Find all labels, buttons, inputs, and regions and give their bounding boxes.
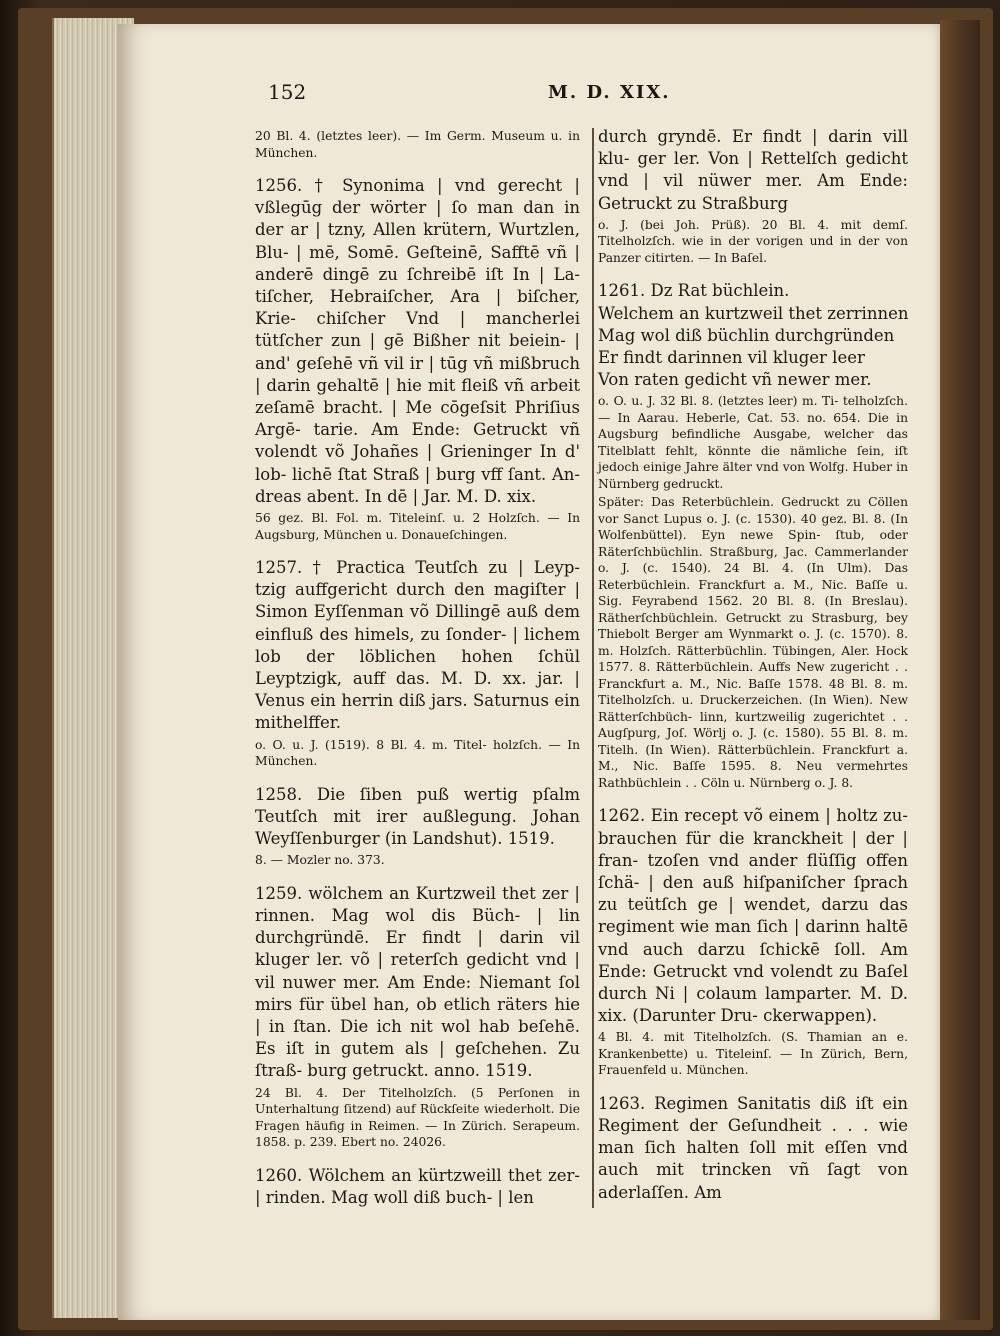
entry-body: 1258. Die ſiben puß wertig pſalm Teutſch mit irer außlegung. Johan Weyſſenburger (in Landshut). 1519. <box>255 784 580 849</box>
entry-note: o. O. u. J. (1519). 8 Bl. 4. m. Titel- holzſch. — In München. <box>255 737 580 769</box>
entry-1258 <box>255 784 580 869</box>
entry-line: Mag wol diß büchlin durchgründen <box>598 325 895 345</box>
entry-body: 1256. † Synonima | vnd gerecht | vßlegūg der wörter | ſo man dan in der ar | tzny, Allen krütern, Wurtzlen, Blu- | mē, Somē. Geſteinē, Safftē vñ | anderē dingē zu ſchreibē iſt In | La- tiſcher, Hebraiſcher, Ara | biſcher, Krie- chiſcher Vnd | mancherlei tütſcher zun | gē Bißher nit beiein- | and' geſehē vñ vil ir | tūg vñ mißbruch | darin gehaltē | hie mit fleiß vñ arbeit zeſamē bracht. | Me cōgeſsit Phriſius Argē- tarie. Am Ende: Getruckt vñ volendt võ Johañes | Grieninger In d' lob- lichē ſtat Straß | burg vff ſant. An- dreas abent. In dē | Jar. M. D. xix. <box>255 176 580 506</box>
entry-1259 <box>255 883 580 1151</box>
entry-body: durch gryndē. Er findt | darin vill klu- ger ler. Von | Rettelſch gedicht vnd | vil nüwer mer. Am Ende: Getruckt zu Straßburg <box>598 127 908 213</box>
entry-1257 <box>255 557 580 770</box>
entry-1260-continued <box>598 126 908 266</box>
column-divider <box>592 128 594 1208</box>
entry-later-editions: Später: Das Reterbüchlein. Gedruckt zu Cöllen vor Sanct Lupus o. J. (c. 1530). 40 gez. Bl. 8. (In Wolfenbüttel). Eyn newe Spin- ſtub, oder Räterſchbüchlin. Straßburg, Jac. Cammerlander o. J. (c. 1540). 24 Bl. 4. (In Ulm). Das Reterbüchlein. Franckfurt a. M., Nic. Baſſe u. Sig. Feyrabend 1562. 20 Bl. 8. (In Breslau). Rätherſchbüchlein. Getruckt zu Strasburg, bey Thiebolt Berger am Wynmarkt o. J. (c. 1570). 8. m. Holzſch. Rätterbüchlin. Tübingen, Aler. Hock 1577. 8. Rätterbüchlein. Auffs New zugericht . . Franckfurt a. M., Nic. Baſſe 1578. 48 Bl. 8. m. Titelholzſch. u. Druckerzeichen. (In Wien). New Rätterſchbüch- linn, kurtzweilig zugerichtet . . Augſpurg, Joſ. Wörlj o. J. (c. 1580). 55 Bl. 8. m. Titelh. (In Wien). Rätterbüchlein. Franckfurt a. M., Nic. Baſſe 1595. 8. Neu vermehrtes Rathbüchlein . . Cöln u. Nürnberg o. J. 8. <box>598 495 908 790</box>
entry-line: Er findt darinnen vil kluger leer <box>598 347 865 367</box>
entry-line: Von raten gedicht vñ newer mer. <box>598 370 872 390</box>
entry-1260 <box>255 1165 580 1209</box>
entry-1256 <box>255 175 580 543</box>
page-number: 152 <box>268 80 307 104</box>
entry-note: 56 gez. Bl. Fol. m. Titeleinſ. u. 2 Holzſch. — In Augsburg, München u. Donaueſchingen. <box>255 511 580 542</box>
entry-1263 <box>598 1093 908 1204</box>
entry-1261 <box>598 280 908 791</box>
book-right-edge <box>940 20 980 1320</box>
running-head: M. D. XIX. <box>548 82 671 103</box>
entry-note: 4 Bl. 4. mit Titelholzſch. (S. Thamian an e. Krankenbette) u. Titeleinſ. — In Zürich, Bern, Frauenfeld u. München. <box>598 1030 908 1078</box>
entry-line: Welchem an kurtzweil thet zerrinnen <box>598 303 909 323</box>
entry-title-lines <box>598 280 908 391</box>
entry-note: o. J. (bei Joh. Prüß). 20 Bl. 4. mit demſ. Titelholzſch. wie in der vorigen und in der von Panzer citirten. — In Baſel. <box>598 217 908 265</box>
entry-note: 20 Bl. 4. (letztes leer). — Im Germ. Museum u. in München. <box>255 129 580 160</box>
entry-body: 1263. Regimen Sanitatis diß iſt ein Regiment der Geſundheit . . . wie man ſich halten ſoll mit eſſen vnd auch mit trincken vñ ſagt von aderlaſſen. Am <box>598 1093 908 1202</box>
left-column <box>255 126 580 1223</box>
entry-1262 <box>598 805 908 1079</box>
entry-line: 1261. Dz Rat büchlein. <box>598 281 790 301</box>
right-column <box>598 126 908 1218</box>
entry-top-note <box>255 128 580 161</box>
entry-note: o. O. u. J. 32 Bl. 8. (letztes leer) m. Ti- telholzſch. — In Aarau. Heberle, Cat. 53. no. 654. Die in Augsburg befindliche Ausgabe, welcher das Titelblatt fehlt, könnte die nämliche ſein, iſt jedoch einige Jahre älter vnd von Wolfg. Huber in Nürnberg gedruckt. <box>598 394 908 491</box>
entry-body: 1262. Ein recept võ einem | holtz zu- brauchen für die kranckheit | der | fran- tzoſen vnd ander flüſſig offen ſchä- | den auß hiſpaniſcher ſprach zu teütſch ge | wendet, darzu das regiment wie man ſich | darinn haltē vnd auch darzu ſchickē ſoll. Am Ende: Getruckt vnd volendt zu Baſel durch Ni | colaum lamparter. M. D. xix. (Darunter Dru- ckerwappen). <box>598 806 908 1026</box>
entry-note: 24 Bl. 4. Der Titelholzſch. (5 Perſonen in Unterhaltung ſitzend) auf Rückſeite wiederholt. Die Fragen häufig in Reimen. — In Zürich. Serapeum. 1858. p. 239. Ebert no. 24026. <box>255 1085 580 1150</box>
entry-note: 8. — Mozler no. 373. <box>255 853 385 868</box>
entry-body: 1260. Wölchem an kürtzweill thet zer- | rinden. Mag woll diß buch- | len <box>255 1165 580 1207</box>
entry-body: 1257. † Practica Teutſch zu | Leyp- tzig auffgericht durch den magiſter | Simon Eyſſenman võ Dillingē auß dem einfluß des himels, zu ſonder- | lichem lob der löblichen hohen ſchül Leyptzigk, auff das. M. D. xx. jar. | Venus ein herrin diß jars. Saturnus ein mithelffer. <box>255 558 580 733</box>
entry-body: 1259. wölchem an Kurtzweil thet zer | rinnen. Mag wol dis Büch- | lin durchgründē. Er findt | darin vil kluger ler. võ | reterſch gedicht vnd | vil nuwer mer. Am Ende: Niemant ſol mirs für übel han, ob etlich räters hie | in ſtan. Die ich nit wol hab beſehē. Es iſt in gutem als | geſchehen. Zu ſtraß- burg getruckt. anno. 1519. <box>255 883 580 1081</box>
